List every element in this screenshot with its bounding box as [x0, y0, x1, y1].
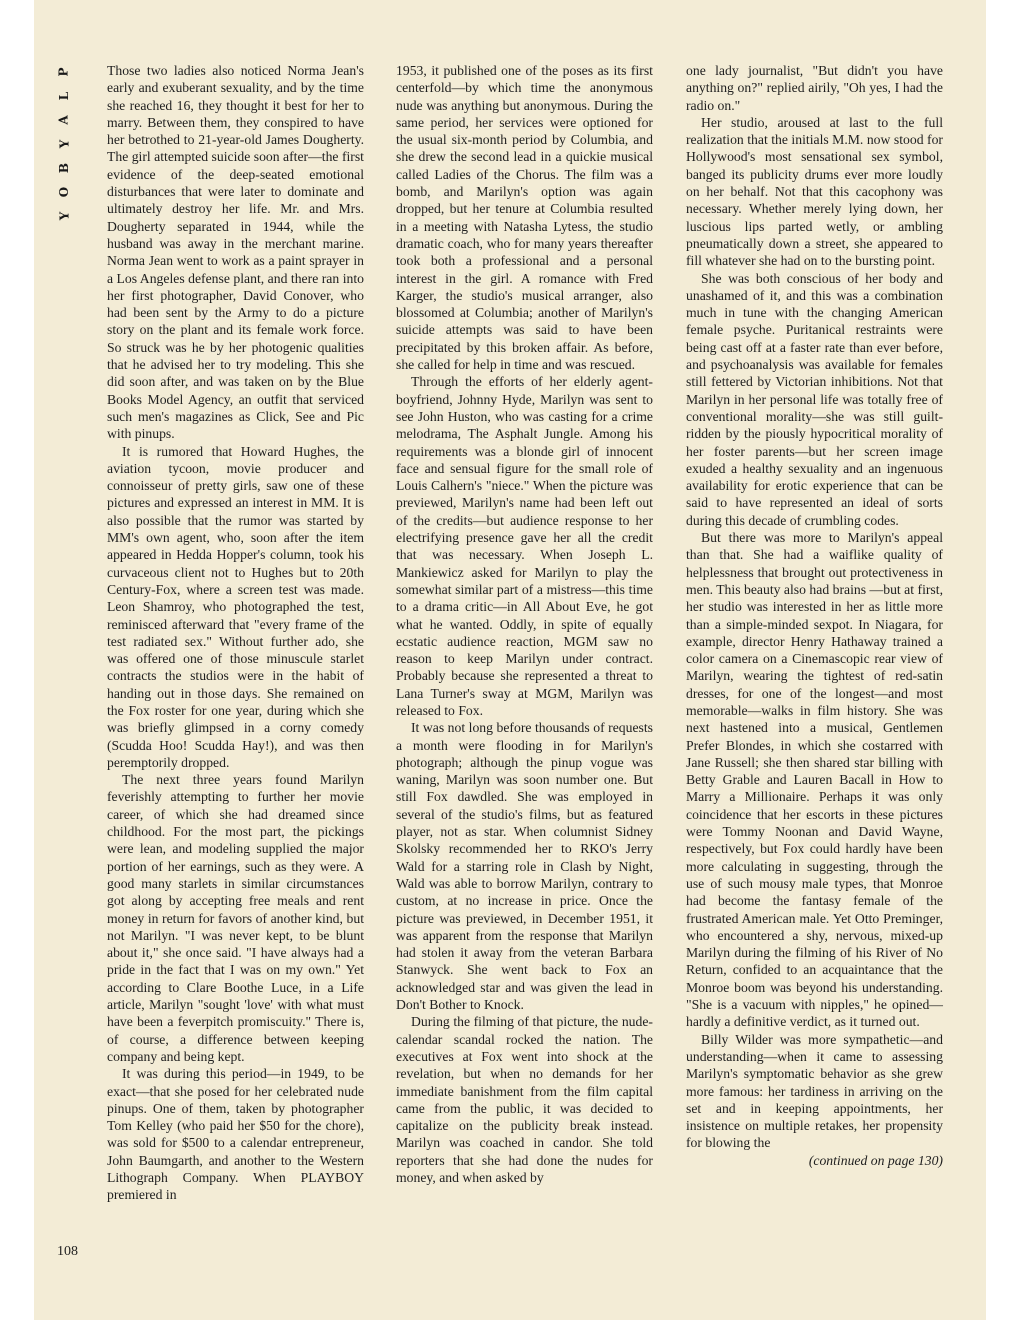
masthead-letter: O: [56, 186, 71, 198]
masthead-letter: Y: [56, 211, 71, 221]
text-column-3: [686, 62, 943, 1169]
text-column-2: [396, 62, 653, 1186]
paragraph: It was during this period—in 1949, to be exact—that she posed for her celebrated nude pinups. One of them, taken by photographer Tom Kelley (who paid her $50 for the chore), was sold for $500 to a calendar entrepreneur, John Baumgarth, and another to the Western Lithograph Company. When PLAYBOY premiered in: [107, 1066, 364, 1203]
paragraph: 1953, it published one of the poses as its first centerfold—by which time the anonymous nude was anything but anonymous. During the same period, her services were optioned for the usual six-month period by Columbia, and she drew the second lead in a quickie musical called Ladies of the Chorus. The film was a bomb, and Marilyn's option was again dropped, but her tenure at Columbia resulted in a meeting with Natasha Lytess, the studio dramatic coach, who for many years thereafter took both a professional and a personal interest in the girl. A romance with Fred Karger, the studio's musical arranger, also blossomed at Columbia; another of Marilyn's suicide attempts was said to have been precipitated by this broken affair. As before, she called for help in time and was rescued.: [396, 63, 653, 373]
masthead-vertical: [52, 60, 76, 228]
paragraph: Through the efforts of her elderly agent-boyfriend, Johnny Hyde, Marilyn was sent to see John Huston, who was casting for a crime melodrama, The Asphalt Jungle. Among his requirements was a blonde girl of innocent face and sensual figure for the small role of Louis Calhern's "niece." When the picture was previewed, Marilyn's name had been left out of the credits—but audience response to her electrifying presence gave her all the credit that was necessary. When Joseph L. Mankiewicz asked for Marilyn to play the somewhat similar part of a mistress—this time to a drama critic—in All About Eve, he got what he wanted. Oddly, in spite of equally ecstatic audience reaction, MGM saw no reason to keep Marilyn under contract. Probably because she represented a threat to Lana Turner's sway at MGM, Marilyn was released to Fox.: [396, 374, 653, 718]
masthead-letter: B: [57, 162, 71, 174]
continued-note: (continued on page 130): [808, 1152, 943, 1168]
masthead-letter: Y: [56, 139, 71, 149]
masthead-letter: L: [57, 91, 71, 101]
masthead-letter: P: [57, 67, 71, 77]
paragraph: She was both conscious of her body and unashamed of it, and this was a combination much in tune with the changing American female psyche. Puritanical restraints were being cast off at a faster rate than ever before, and psychoanalysis was available for females still fettered by Victorian inhibitions. Not that Marilyn in her personal life was totally free of conventional morality—she was still guilt-ridden by the piously hypocritical morality of her foster parents—but her screen image exuded a healthy sexuality and an ingenuous availability for erotic experience that can be said to have represented an ideal of sorts during this decade of crumbling codes.: [686, 270, 943, 528]
paragraph: Billy Wilder was more sympathetic—and understanding—when it came to assessing Marilyn's symptomatic behavior as she grew more famous: her tardiness in arriving on the set and in keeping appointments, her insistence on multiple retakes, her propensity for blowing the: [686, 1031, 943, 1151]
page-number: 108: [57, 1244, 78, 1259]
paragraph: Those two ladies also noticed Norma Jean's early and exuberant sexuality, and by the time she reached 16, they thought it best for her to marry. Between them, they conspired to have her betrothed to 21-year-old James Dougherty. The girl attempted suicide soon after—the first evidence of the deep-seated emotional disturbances that were later to dominate and ultimately destroy her life. Mr. and Mrs. Dougherty separated in 1944, while the husband was away in the merchant marine. Norma Jean went to work as a paint sprayer in a Los Angeles defense plant, and there ran into her first photographer, David Conover, who had been sent by the Army to do a picture story on the plant and its female work force. So struck was he by her photogenic qualities that he advised her to try modeling. This she did soon after, and was taken on by the Blue Books Model Agency, an outfit that serviced such men's magazines as Click, See and Pic with pinups.: [107, 63, 364, 442]
paragraph: one lady journalist, "But didn't you have anything on?" replied airily, "Oh yes, I had the radio on.": [686, 63, 943, 113]
text-column-1: [107, 62, 364, 1204]
paragraph: Her studio, aroused at last to the full realization that the initials M.M. now stood for Hollywood's most sensational sex symbol, banged its publicity drums ever more loudly on her behalf. Not that this cacophony was necessary. Whether merely lying down, her luscious lips parted wetly, or ambling pneumatically down a street, she appeared to fill whatever she had on to the bursting point.: [686, 114, 943, 269]
magazine-page: [34, 0, 986, 1320]
paragraph: But there was more to Marilyn's appeal than that. She had a waiflike quality of helplessness that brought out protectiveness in men. This beauty also had brains —but at first, her studio was interested in her as little more than a simple-minded sexpot. In Niagara, for example, director Henry Hathaway trained a color camera on a Cinemascopic rear view of Marilyn, wearing the tightest of red-satin dresses, for one of the longest—and most memorable—walks in film history. She was next hastened into a musical, Gentlemen Prefer Blondes, in which she costarred with Jane Russell; she then shared star billing with Betty Grable and Lauren Bacall in How to Marry a Millionaire. Perhaps it was only coincidence that her escorts in these pictures were Tommy Noonan and David Wayne, respectively, but Fox could hardly have been more calculating in suggesting, through the use of such mousy male types, that Monroe had become the fantasy female of the frustrated American male. Yet Otto Preminger, who encountered a shy, nervous, mixed-up Marilyn during the filming of his River of No Return, confided to an acquaintance that the Monroe boom was beyond his understanding. "She is a vacuum with nipples," he opined—hardly a definitive verdict, as it turned out.: [686, 530, 943, 1030]
masthead-letter: A: [57, 115, 71, 125]
paragraph: It is rumored that Howard Hughes, the aviation tycoon, movie producer and connoisseur of pretty girls, saw one of these pictures and expressed an interest in MM. It is also possible that the rumor was started by MM's own agent, who, soon after the item appeared in Hedda Hopper's column, took his curvaceous client not to Hughes but to 20th Century-Fox, where a screen test was made. Leon Shamroy, who photographed the test, reminisced afterward that "every frame of the test radiated sex." Without further ado, she was offered one of those minuscule starlet contracts the studios were in the habit of handing out in those days. She remained on the Fox roster for one year, during which she was briefly glimpsed in a corny comedy (Scudda Hoo! Scudda Hay!), and was then peremptorily dropped.: [107, 443, 364, 770]
paragraph: During the filming of that picture, the nude-calendar scandal rocked the nation. The executives at Fox went into shock at the revelation, but when no demands for her immediate banishment from the film capital came from the public, it was decided to capitalize on the publicity break instead. Marilyn was coached in candor. She told reporters that she had done the nudes for money, and when asked by: [396, 1014, 653, 1185]
paragraph: It was not long before thousands of requests a month were flooding in for Marilyn's photograph; although the pinup vogue was waning, Marilyn was soon number one. But still Fox dawdled. She was employed in several of the studio's films, but as featured player, not as star. When columnist Sidney Skolsky recommended her to RKO's Jerry Wald for a starring role in Clash by Night, Wald was able to borrow Marilyn, contrary to custom, at no increase in price. Once the picture was previewed, in December 1951, it was apparent from the response that Marilyn had stolen it away from the veteran Barbara Stanwyck. She went back to Fox an acknowledged star and was given the lead in Don't Bother to Knock.: [396, 720, 653, 1013]
paragraph: The next three years found Marilyn feverishly attempting to further her movie career, of which she had dreamed since childhood. For the most part, the pickings were lean, and modeling supplied the major portion of her earnings, such as they were. A good many starlets in similar circumstances got along by accepting free meals and rent money in return for favors of another kind, but not Marilyn. "I was never kept, to be blunt about it," she once said. "I have always had a pride in the fact that I was on my own." Yet according to Clare Boothe Luce, in a Life article, Marilyn "sought 'love' with what must have been a feverpitch promiscuity." There is, of course, a difference between keeping company and being kept.: [107, 772, 364, 1064]
